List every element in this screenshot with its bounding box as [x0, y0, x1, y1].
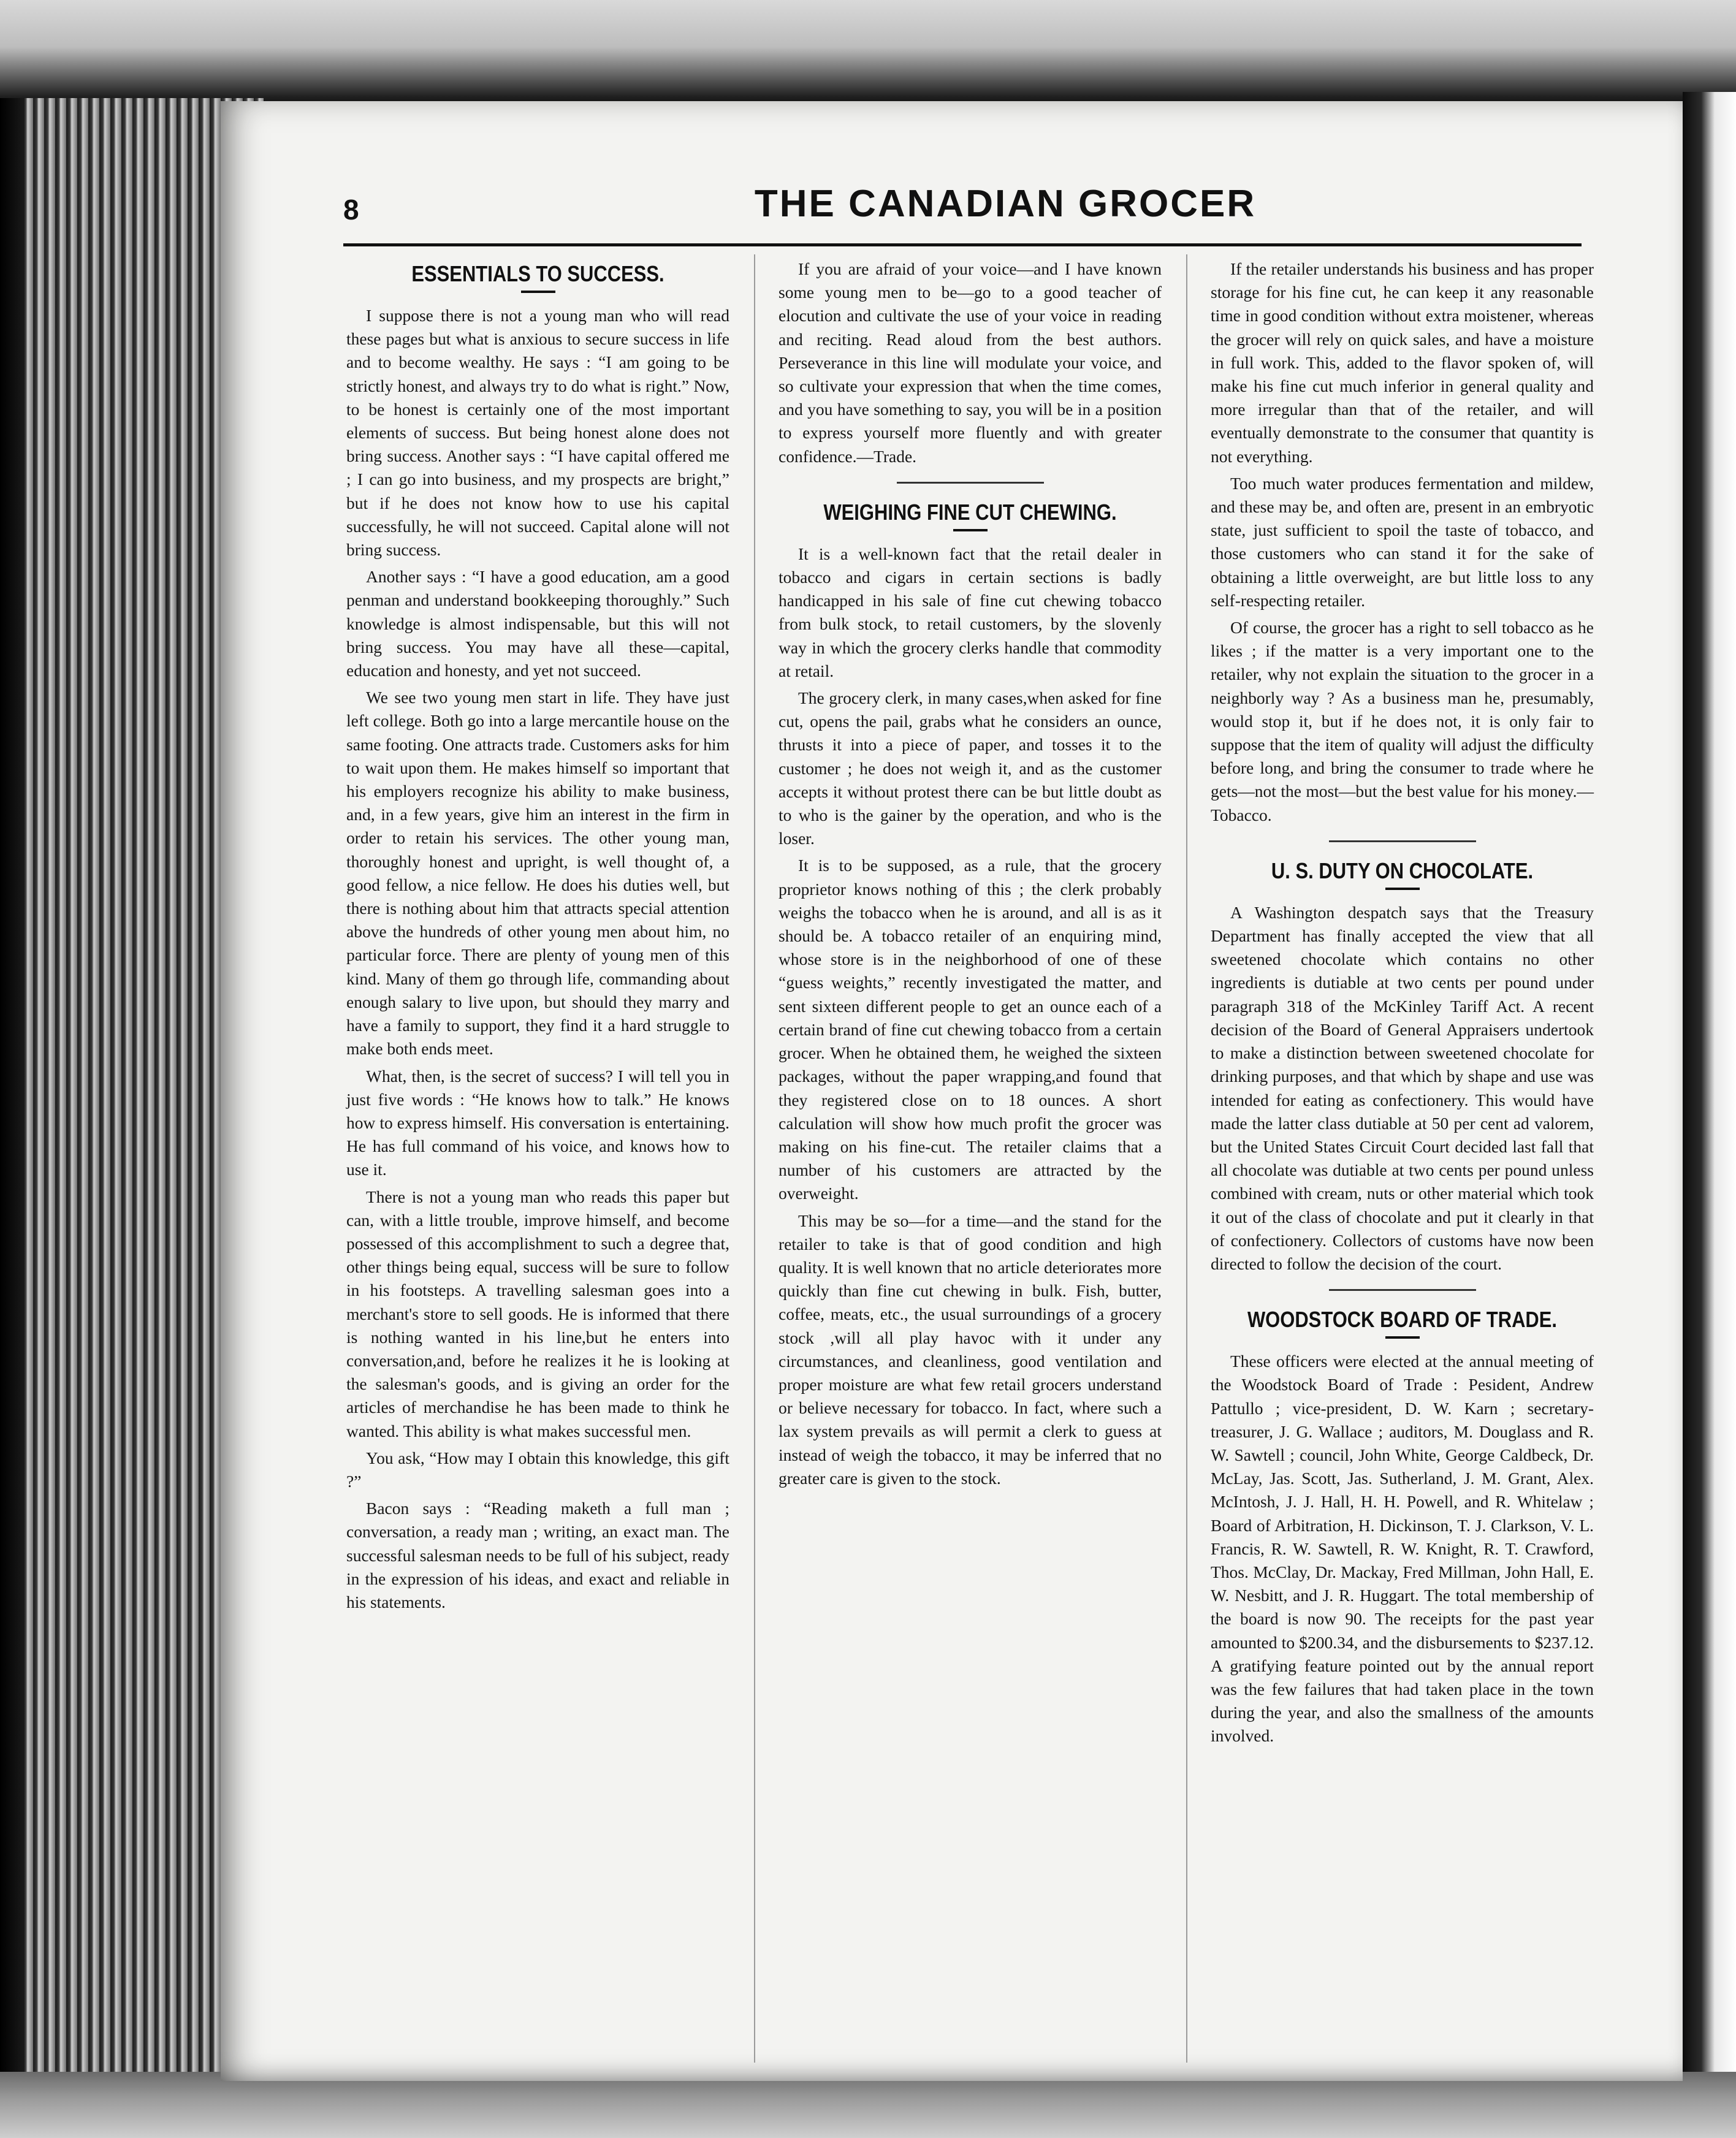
essentials-paragraph-6: You ask, “How may I obtain this knowledge, this gift ?” — [346, 1448, 729, 1491]
book-spine — [0, 98, 25, 2078]
chewing-paragraph-4: This may be so—for a time—and the stand for the retailer to take is that of good condition and high quality. It is well known that no article deteriorates more quickly than fine cut chewing in bulk. Fish, butter, coffee, meats, etc., the usual surroundings of a grocery stock ,will all play havoc with it under any circumstances, and cleanliness, good ventilation and proper moisture are what few retail grocers understand or believe necessary for tobacco. In fact, where such a lax system prevails as will permit a clerk to guess at instead of weigh the tobacco, it may be inferred that no greater care is given to the stock. — [779, 1211, 1162, 1488]
column-3 — [1211, 257, 1594, 1752]
heading-dash — [1385, 888, 1420, 890]
essentials-paragraph-7: Bacon says : “Reading maketh a full man ; conversation, a ready man ; writing, an exact man. The successful salesman needs to be full of his subject, ready in the expression of his ideas, and exact and reliable in his statements. — [346, 1499, 729, 1611]
column-2 — [779, 257, 1162, 1494]
scan-top-edge — [0, 0, 1736, 104]
woodstock-heading: WOODSTOCK BOARD OF TRADE. — [1247, 1307, 1558, 1333]
chewing-paragraph-1: It is a well-known fact that the retail dealer in tobacco and cigars in certain sections is badly handicapped in his sale of fine cut chewing tobacco from bulk stock, to retail customers, by the slovenly way in which the grocery clerks handle that commodity at retail. — [779, 544, 1162, 680]
essentials-paragraph-4: What, then, is the secret of success? I will tell you in just five words : “He knows how to talk.” He knows how to express himself. His conversation is entertaining. He has full command of his voice, and knows how to use it. — [346, 1066, 729, 1179]
heading-dash — [953, 529, 988, 531]
essentials-paragraph-3: We see two young men start in life. They have just left college. Both go into a large mercantile house on the same footing. One attracts trade. Customers asks for him to wait upon them. He makes himself so important that his employers recognize his ability to make business, and, in a few years, give him an interest in the firm in order to retain his services. The other young man, thoroughly honest and upright, is well thought of, a good fellow, a nice fellow. He does his duties well, but there is nothing about him that attracts special attention above the hundreds of other young men about him, no particular force. There are plenty of young men of this kind. Many of them go through life, commanding about enough salary to live upon, but should they marry and have a family to support, they find it a hard struggle to make both ends meet. — [346, 688, 729, 1059]
essentials-heading: ESSENTIALS TO SUCCESS. — [411, 261, 664, 286]
essentials-paragraph-2: Another says : “I have a good education, am a good penman and understand bookkeeping thoroughly.” Such knowledge is almost indispensable, but this will not bring success. You may have all these—capital, education and honesty, and yet not succeed. — [346, 567, 729, 680]
chewing-paragraph-2: The grocery clerk, in many cases,when asked for fine cut, opens the pail, grabs what he considers an ounce, thrusts it into a piece of paper, and tosses it to the customer ; he does not weigh it, and as the customer accepts it without protest there can be but little doubt as to who is the gainer by the operation, and who is the loser. — [779, 688, 1162, 848]
page-number: 8 — [343, 194, 359, 226]
scan-right-edge — [1683, 92, 1736, 2090]
essentials-paragraph-1: I suppose there is not a young man who will read these pages but what is anxious to secure success in life and to become wealthy. He says : “I am going to be strictly honest, and always try to do what is right.” Now, to be honest is certainly one of the most important elements of success. But being honest alone does not bring success. Another says : “I have capital offered me ; I can go into business, and my prospects are bright,” but if he does not know how to use his capital successfully, he will not succeed. Capital alone will not bring success. — [346, 306, 729, 560]
column-divider-1 — [754, 254, 755, 2063]
heading-dash — [1385, 1336, 1420, 1339]
essentials-paragraph-8: If you are afraid of your voice—and I have known some young men to be—go to a good teacher of elocution and cultivate the use of your voice in reading and reciting. Read aloud from the best authors. Perseverance in this line will modulate your voice, and so cultivate your expression that when the time comes, and you have something to say, you will be in a position to express yourself more fluently and with greater confidence.—Trade. — [779, 259, 1162, 466]
chewing-paragraph-5: If the retailer understands his business and has proper storage for his fine cut, he can keep it any reasonable time in good condition without extra moistener, whereas the grocer will rely on quick sales, and have a moisture in full work. This, added to the flavor spoken of, will make his fine cut much inferior in general quality and more irregular than that of the retailer, and will eventually demonstrate to the consumer that quantity is not everything. — [1211, 259, 1594, 466]
scan-bottom-edge — [0, 2072, 1736, 2138]
chocolate-heading: U. S. DUTY ON CHOCOLATE. — [1271, 858, 1534, 883]
section-rule — [897, 482, 1044, 484]
chewing-heading: WEIGHING FINE CUT CHEWING. — [823, 499, 1117, 525]
chewing-paragraph-3: It is to be supposed, as a rule, that the grocery proprietor knows nothing of this ; the clerk probably weighs the tobacco when he is around, and all is as it should be. A tobacco retailer of an enquiring mind, whose store is in the neighborhood of one of these “guess weights,” recently investigated the matter, and sent sixteen different people to get an ounce each of a certain brand of fine cut chewing tobacco from a certain grocer. When he obtained them, he weighed the sixteen packages, without the paper wrapping,and found that they registered close on to 18 ounces. A short calculation will show how much profit the grocer was making on his fine-cut. The retailer claims that a number of his customers are attracted by the overweight. — [779, 856, 1162, 1203]
essentials-paragraph-5: There is not a young man who reads this paper but can, with a little trouble, improve himself, and become possessed of this accomplishment to such a degree that, other things being equal, success will be sure to follow in his footsteps. A travelling salesman goes into a merchant's store to sell goods. He is informed that there is nothing wanted in his line,but he enters into conversation,and, before he realizes it he is looking at the salesman's goods, and is giving an order for the articles of merchandise he has been made to think he wanted. This ability is what makes successful men. — [346, 1187, 729, 1440]
section-rule — [1329, 840, 1476, 842]
column-divider-2 — [1186, 254, 1187, 2063]
chewing-paragraph-7: Of course, the grocer has a right to sell tobacco as he likes ; if the matter is a very important one to the retailer, why not explain the situation to the grocer in a neighborly way ? As a business man he, presumably, would stop it, but if he does not, it is only fair to suppose that the item of quality will adjust the difficulty before long, and bring the consumer to trade where he gets—not the most—but the best value for his money.—Tobacco. — [1211, 618, 1594, 824]
woodstock-paragraph-1: These officers were elected at the annual meeting of the Woodstock Board of Trade : Pesident, Andrew Pattullo ; vice-president, D. W. Karn ; secretary-treasurer, J. G. Wallace ; auditors, M. Douglass and R. W. Sawtell ; council, John White, George Caldbeck, Dr. McLay, Jas. Scott, Jas. Sutherland, J. M. Grant, Alex. McIntosh, J. J. Hall, H. H. Powell, and R. Whitelaw ; Board of Arbitration, H. Dickinson, T. J. Clarkson, V. L. Francis, R. W. Sawtell, R. W. Knight, R. T. Crawford, Thos. McClay, Dr. Mackay, Fred Millman, John Hall, E. W. Nesbitt, and J. R. Huggart. The total membership of the board is now 90. The receipts for the past year amounted to $200.34, and the disbursements to $237.12. A gratifying feature pointed out by the annual report was the few failures that had taken place in the town during the year, and also the smallness of the amounts involved. — [1211, 1352, 1594, 1746]
section-rule — [1329, 1289, 1476, 1291]
chocolate-paragraph-1: A Washington despatch says that the Treasury Department has finally accepted the view that all sweetened chocolate which contains no other ingredients is dutiable at two cents per pound under paragraph 318 of the McKinley Tariff Act. A recent decision of the Board of General Appraisers undertook to make a distinction between sweetened chocolate for drinking purposes, and that which by shape and use was intended for eating as confectionery. This would have made the latter class dutiable at 50 per cent ad valorem, but the United States Circuit Court decided last fall that all chocolate was dutiable at two cents per pound unless combined with cream, nuts or other material which took it out of the class of chocolate and put it clearly in that of confectionery. Collectors of customs have now been directed to follow the decision of the court. — [1211, 902, 1594, 1273]
column-1 — [346, 257, 729, 1618]
newspaper-page — [221, 101, 1683, 2081]
masthead: THE CANADIAN GROCER — [754, 183, 1257, 225]
heading-dash — [521, 291, 555, 293]
masthead-rule — [343, 243, 1582, 246]
chewing-paragraph-6: Too much water produces fermentation and mildew, and these may be, and often are, present in an embryotic state, just sufficient to spoil the taste of tobacco, and those customers who can stand it for the sake of obtaining a little overweight, are but little loss to any self-respecting retailer. — [1211, 473, 1594, 610]
